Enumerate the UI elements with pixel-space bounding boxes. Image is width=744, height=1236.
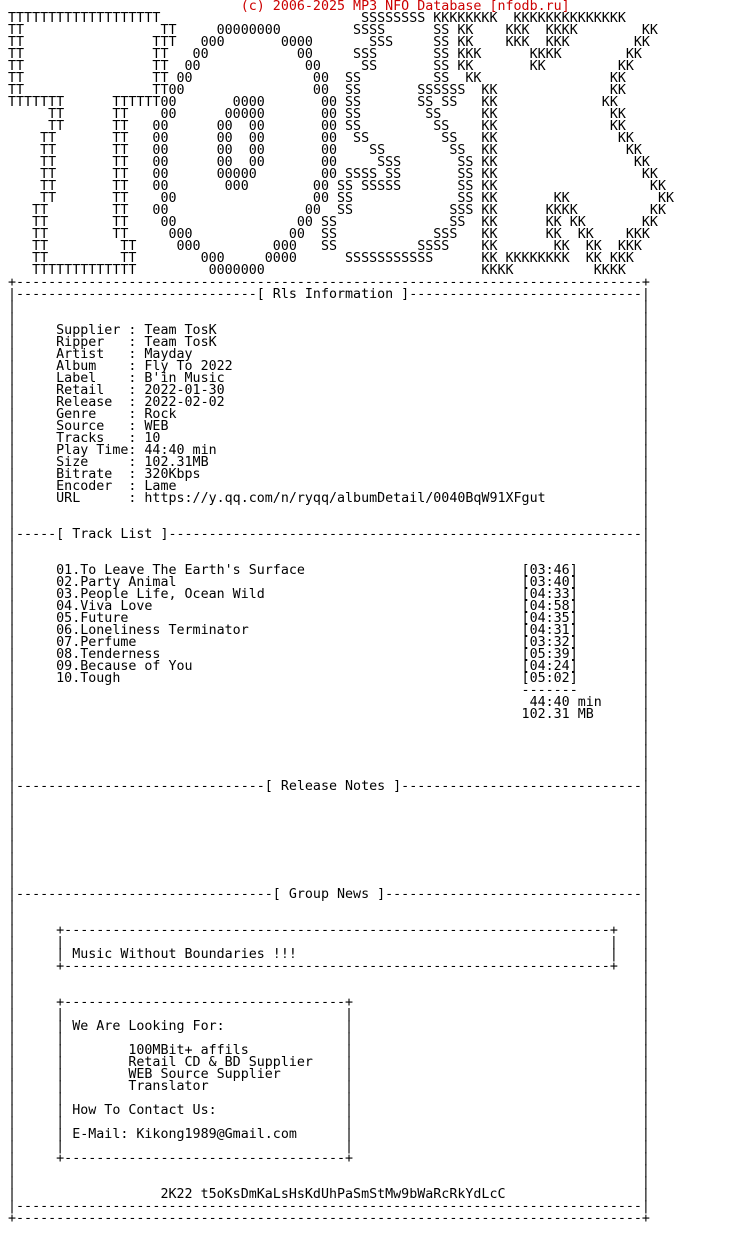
nfo-line: | | [8,899,650,914]
nfo-line: TT TT 00 00000 00 SS SS KK KK [8,107,626,122]
nfo-line: TT TT 00 00 SS SS KK KK KK KK [8,215,658,230]
nfo-line: | 02.Party Animal [03:40] | [8,575,650,590]
nfo-line: | Bitrate : 320Kbps | [8,467,650,482]
nfo-line: | | | | [8,1091,650,1106]
nfo-line: | | [8,731,650,746]
nfo-line: +------------------------------------------------------------------------------+ [8,275,650,290]
nfo-line: | 10.Tough [05:02] | [8,671,650,686]
nfo-line: | | [8,851,650,866]
nfo-line: | | [8,839,650,854]
nfo-line: | | [8,503,650,518]
nfo-line: TT TT 00 00 SSS SS KKK KKKK KK [8,47,642,62]
nfo-line: TT TT 00 00 00 00 SS SS KK KK [8,131,634,146]
nfo-line: | +--------------------------------------------------------------------+ | [8,959,650,974]
nfo-line: | | | | [8,935,650,950]
nfo-line: | | [8,875,650,890]
nfo-line: | +-----------------------------------+ | [8,995,650,1010]
nfo-line: +------------------------------------------------------------------------------+ [8,1211,650,1226]
nfo-line: | Play Time: 44:40 min | [8,443,650,458]
nfo-line: | ------- | [8,683,650,698]
nfo-line: | | | | [8,1031,650,1046]
nfo-line: | Encoder : Lame | [8,479,650,494]
nfo-line: TT TT 000 000 SS SSSS KK KK KK KKK [8,239,642,254]
nfo-line: | | | | [8,1139,650,1154]
nfo-line: TT TT 00 00 SS SSS KK KKKK KK [8,203,666,218]
nfo-line: TT TT 00 00000 00 SSSS SS SS KK KK [8,167,658,182]
nfo-line: | 102.31 MB | [8,707,650,722]
nfo-line: TT TT00 00 SS SSSSSS KK KK [8,83,626,98]
nfo-line: | | [8,299,650,314]
nfo-line: | +-----------------------------------+ | [8,1151,650,1166]
nfo-line: | | Music Without Boundaries !!! | | [8,947,650,962]
nfo-line: | Release : 2022-02-02 | [8,395,650,410]
nfo-line: TT TT 000 0000 SSSSSSSSSSS KK KKKKKKKK KK KKK [8,251,634,266]
nfo-line: | 44:40 min | [8,695,650,710]
nfo-line: | | | | [8,1115,650,1130]
nfo-line: |-----[ Track List ]-----------------------------------------------------------| [8,527,650,542]
nfo-line: | 08.Tenderness [05:39] | [8,647,650,662]
nfo-line: | 05.Future [04:35] | [8,611,650,626]
nfo-line: | | | | [8,1007,650,1022]
nfo-line: |------------------------------------------------------------------------------| [8,1199,650,1214]
nfo-line: | 03.People Life, Ocean Wild [04:33] | [8,587,650,602]
nfo-line: | URL : https://y.qq.com/n/ryqq/albumDetail/0040BqW91XFgut | [8,491,650,506]
nfo-line: TT TT 00 000 00 SS SSSSS SS KK KK [8,179,666,194]
nfo-line: | 2K22 t5oKsDmKaLsHsKdUhPaSmStMw9bWaRcRkYdLcC | [8,1187,650,1202]
nfo-line: TT TT 00000000 SSSS SS KK KKK KKKK KK [8,23,658,38]
nfo-line: | | [8,311,650,326]
nfo-line: TT TT 00 00 00 00 SS SS KK KK [8,143,642,158]
nfo-line: | | [8,1175,650,1190]
nfo-line: TTTTTTTTTTTTT 0000000 KKKK KKKK [8,263,626,278]
nfo-line: | 07.Perfume [03:32] | [8,635,650,650]
nfo-line: | | [8,743,650,758]
nfo-line: TT TT 00 00 SS SS KK KK [8,71,626,86]
nfo-line: | | Translator | | [8,1079,650,1094]
nfo-line: TTTTTTT TTTTTT00 0000 00 SS SS SS KK KK [8,95,618,110]
nfo-line: | | [8,863,650,878]
nfo-line: | | [8,815,650,830]
nfo-line: TT TT 00 00 00 00 SS SS KK KK [8,119,626,134]
nfo-line: | | 100MBit+ affils | | [8,1043,650,1058]
nfo-line: | | [8,983,650,998]
nfo-line: | | [8,791,650,806]
nfo-line: TT TT 00 00 SS SS KK KK KK [8,191,675,206]
nfo-line: | Artist : Mayday | [8,347,650,362]
nfo-line: | | [8,719,650,734]
nfo-line: | | [8,515,650,530]
nfo-line: | | [8,827,650,842]
nfo-line: | | How To Contact Us: | | [8,1103,650,1118]
nfo-line: | | [8,911,650,926]
nfo-line: TT TT 00 00 SS SS KK KK KK [8,59,634,74]
nfo-line: | 01.To Leave The Earth's Surface [03:46] | [8,563,650,578]
nfo-line: | | E-Mail: Kikong1989@Gmail.com | | [8,1127,650,1142]
nfo-line: TT TT 000 00 SS SSS KK KK KK KKK [8,227,650,242]
nfo-line: | | [8,803,650,818]
nfo-line: |--------------------------------[ Group News ]--------------------------------| [8,887,650,902]
nfo-line: | 09.Because of You [04:24] | [8,659,650,674]
nfo-line: | 06.Loneliness Terminator [04:31] | [8,623,650,638]
nfo-line: | Source : WEB | [8,419,650,434]
nfo-line: |------------------------------[ Rls Information ]-----------------------------| [8,287,650,302]
nfo-line: | Ripper : Team TosK | [8,335,650,350]
nfo-line: | Retail : 2022-01-30 | [8,383,650,398]
nfo-line: | Album : Fly To 2022 | [8,359,650,374]
nfo-line: | Genre : Rock | [8,407,650,422]
nfo-line: | | [8,767,650,782]
nfo-line: | | [8,755,650,770]
nfo-line: | | [8,551,650,566]
nfo-line: | | WEB Source Supplier | | [8,1067,650,1082]
nfo-line: | | [8,971,650,986]
nfo-line: TT TT 00 00 00 00 SSS SS KK KK [8,155,650,170]
nfo-line: TT TTT 000 0000 SSS SS KK KKK KKK KK [8,35,650,50]
nfo-line: |-------------------------------[ Release Notes ]------------------------------| [8,779,650,794]
nfo-line: | | Retail CD & BD Supplier | | [8,1055,650,1070]
nfo-line: TTTTTTTTTTTTTTTTTTT SSSSSSSS KKKKKKKK KKKKKKKKKKKKKK [8,11,626,26]
nfo-line: | 04.Viva Love [04:58] | [8,599,650,614]
nfo-line: | | We Are Looking For: | | [8,1019,650,1034]
nfo-line: | Supplier : Team TosK | [8,323,650,338]
copyright-header: (c) 2006-2025 MP3 NFO Database [nfodb.ru] [8,0,570,14]
nfo-line: | | [8,1163,650,1178]
nfo-line: | Tracks : 10 | [8,431,650,446]
nfo-line: | +--------------------------------------------------------------------+ | [8,923,650,938]
nfo-line: | Size : 102.31MB | [8,455,650,470]
nfo-line: | | [8,539,650,554]
nfo-line: | Label : B'in Music | [8,371,650,386]
